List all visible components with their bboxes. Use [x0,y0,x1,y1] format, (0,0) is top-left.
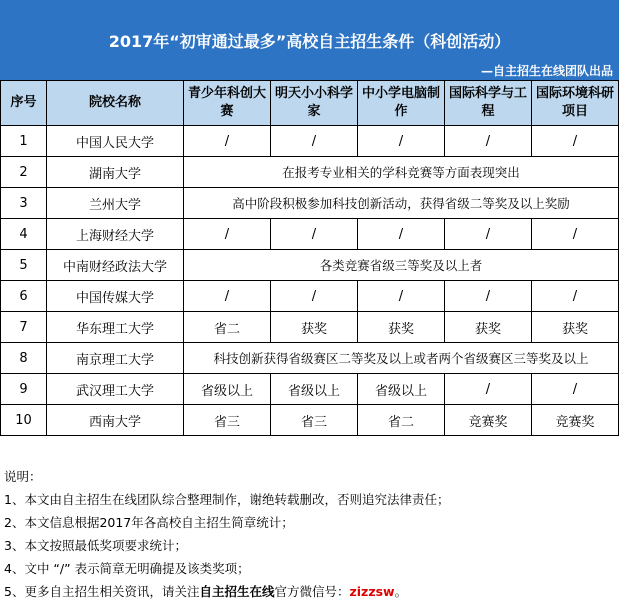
header-computer-making: 中小学电脑制作 [358,81,445,126]
school-name: 南京理工大学 [47,343,184,374]
header-intl-science-engineering: 国际科学与工程 [445,81,532,126]
note-item: 4、文中 “/” 表示简章无明确提及该类奖项； [4,561,250,576]
row-number: 8 [1,343,47,374]
row-number: 1 [1,126,47,157]
credit-line: —自主招生在线团队出品 [480,64,613,78]
note-item: 1、本文由自主招生在线团队综合整理制作，谢绝转载删改，否则追究法律责任； [4,492,450,507]
table-row [1,250,619,281]
school-name: 中国传媒大学 [47,281,184,312]
table-header-row [1,81,619,126]
requirement-cell: 省三 [271,405,358,436]
notes-section [4,465,449,603]
row-number: 2 [1,157,47,188]
table-row [1,374,619,405]
requirement-cell: / [532,126,619,157]
header-intl-environment: 国际环境科研项目 [532,81,619,126]
note-contact-prefix: 5、更多自主招生相关资讯，请关注 [4,584,200,599]
row-number: 3 [1,188,47,219]
school-name: 中南财经政法大学 [47,250,184,281]
row-number: 9 [1,374,47,405]
note-item: 3、本文按照最低奖项要求统计； [4,538,187,553]
row-number: 7 [1,312,47,343]
requirement-cell: / [532,281,619,312]
title-banner [0,0,619,80]
table-row [1,343,619,374]
table-row [1,405,619,436]
note-item-contact [4,580,449,603]
requirement-cell: / [184,281,271,312]
note-item: 2、本文信息根据2017年各高校自主招生简章统计； [4,515,294,530]
school-name: 武汉理工大学 [47,374,184,405]
table-row [1,188,619,219]
school-name: 兰州大学 [47,188,184,219]
row-number: 10 [1,405,47,436]
requirement-cell: / [271,281,358,312]
note-brand: 自主招生在线 [199,584,275,599]
requirement-cell: / [358,281,445,312]
page-title: 2017年“初审通过最多”高校自主招生条件（科创活动） [108,32,511,51]
table-row [1,157,619,188]
requirement-cell: / [271,126,358,157]
school-name: 中国人民大学 [47,126,184,157]
header-no: 序号 [1,81,47,126]
requirement-cell: 获奖 [271,312,358,343]
requirement-cell: 省二 [358,405,445,436]
header-youth-innovation: 青少年科创大赛 [184,81,271,126]
requirement-cell: / [532,219,619,250]
requirements-table [0,80,619,436]
requirement-cell: / [532,374,619,405]
table-row [1,126,619,157]
merged-requirement: 各类竞赛省级三等奖及以上者 [184,250,619,281]
merged-requirement: 科技创新获得省级赛区二等奖及以上或者两个省级赛区三等奖及以上 [184,343,619,374]
merged-requirement: 高中阶段积极参加科技创新活动，获得省级二等奖及以上奖励 [184,188,619,219]
merged-requirement: 在报考专业相关的学科竞赛等方面表现突出 [184,157,619,188]
requirement-cell: / [184,126,271,157]
requirement-cell: / [271,219,358,250]
notes-heading: 说明： [4,469,42,484]
requirement-cell: / [445,126,532,157]
table-body [1,126,619,436]
table-row [1,312,619,343]
row-number: 4 [1,219,47,250]
requirement-cell: 获奖 [358,312,445,343]
requirement-cell: 省级以上 [184,374,271,405]
header-little-scientist: 明天小小科学家 [271,81,358,126]
school-name: 华东理工大学 [47,312,184,343]
requirement-cell: / [358,126,445,157]
school-name: 湖南大学 [47,157,184,188]
requirement-cell: 省二 [184,312,271,343]
requirement-cell: / [445,281,532,312]
requirement-cell: 省级以上 [358,374,445,405]
wechat-id: zizzsw [349,584,395,599]
requirement-cell: 竞赛奖 [532,405,619,436]
table-row [1,281,619,312]
requirement-cell: / [445,219,532,250]
requirement-cell: 省三 [184,405,271,436]
requirement-cell: 竞赛奖 [445,405,532,436]
requirement-cell: 省级以上 [271,374,358,405]
row-number: 5 [1,250,47,281]
school-name: 上海财经大学 [47,219,184,250]
note-contact-mid: 官方微信号： [274,584,350,599]
requirement-cell: / [358,219,445,250]
note-contact-end: 。 [394,584,408,599]
school-name: 西南大学 [47,405,184,436]
header-school: 院校名称 [47,81,184,126]
row-number: 6 [1,281,47,312]
requirement-cell: 获奖 [445,312,532,343]
requirement-cell: / [184,219,271,250]
requirement-cell: 获奖 [532,312,619,343]
table-row [1,219,619,250]
requirement-cell: / [445,374,532,405]
